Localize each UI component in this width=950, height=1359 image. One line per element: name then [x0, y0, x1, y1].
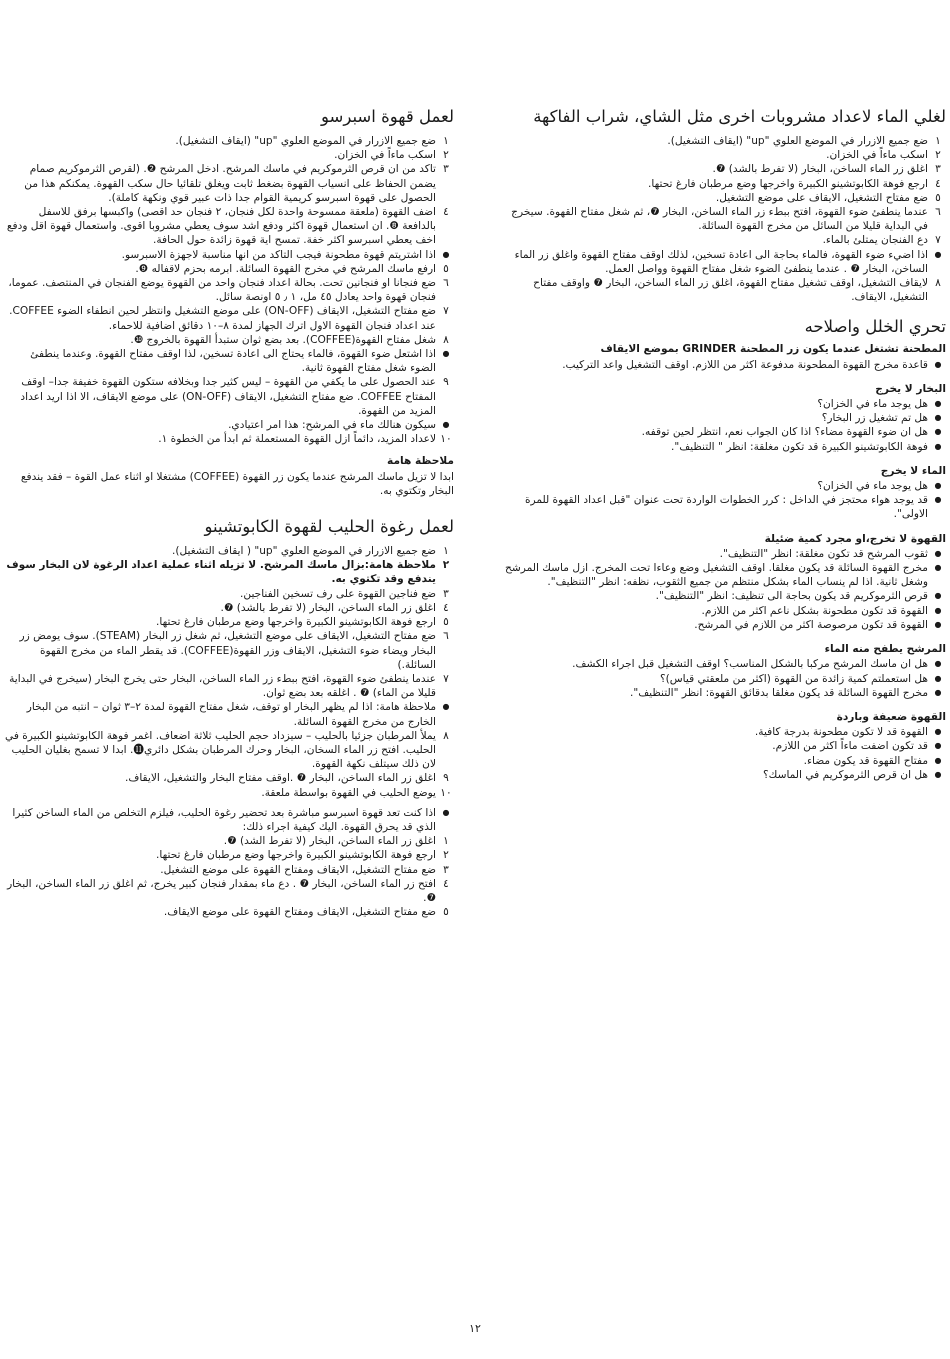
list-item-text: القهوة قد تكون مرصوصة اكثر من اللازم في المرشح. — [694, 618, 928, 631]
list-item — [2, 375, 454, 418]
list-item-text: عند الحصول على ما يكفي من القهوة – ليس كثير جدا وبخلافه ستكون القهوة خفيفة جدا– اوقف المفتاح COFFEE. ضع مفتاح التشغيل، الايقاف (ON-OFF) على موضع الايقاف، الا اذا اريد اعداد المزيد من القهوة. — [20, 376, 436, 417]
bullet-marker: ● — [934, 495, 942, 505]
list-item-text: عندما ينطفئ ضوء القهوة، افتح ببطء زر الماء الساخن، البخار ❼، ثم شغل مفتاح القهوة. سيخرج في البداية قليلا من السائل من مخرج القهوة السائلة. — [511, 206, 928, 233]
list-item — [500, 162, 946, 176]
bullet-marker: ● — [934, 755, 942, 765]
page-number: ١٢ — [469, 1322, 481, 1335]
bullet-marker: ● — [934, 659, 942, 669]
list-marker: ١ — [443, 835, 449, 848]
list-item-text: تاكد من ان قرص الثرموكريم في ماسك المرشح. ادخل المرشح ❷. (لقرص الثرموكريم صمام يضمن الحفاظ على انسياب القهوة بضغط ثابت ويغلق تلقائيا حال سكب القهوة. يمكنكم هذا من الحصول على قهوة اسبرسو كريمية القوام جدا ذات عبير قوي ونكهة كاملة). — [24, 163, 436, 204]
troubleshooting-items — [500, 358, 946, 372]
list-item-text: اضف القهوة (ملعقة ممسوحة واحدة لكل فنجان، ٢ فنجان حد اقصى) واكبسها برفق للاسفل بالدافعة ❽. ان استعمال قهوة اكثر ودفع اشد سوف يعطي مشروبا اقوى. واستعمال قهوة اقل ودفع اخف يعطي اسبرسو اكثر خفة. تمسح اية قهوة زائدة حول الحافة. — [6, 206, 436, 247]
list-item-text: عندما ينطفئ ضوء القهوة، افتح ببطء زر الماء الساخن، البخار حتى يخرج البخار (سيخرج في البداية قليلا من الماء) ❼ . اغلقه بعد بضع ثوان. — [9, 672, 436, 700]
list-item — [2, 629, 454, 672]
bullet-marker: ● — [934, 591, 942, 601]
list-item-text: شغل مفتاح القهوة(COFFEE). بعد بضع ثوان ستبدأ القهوة بالخروج ❿. — [130, 333, 436, 346]
troubleshooting-heading: المرشح يطفح منه الماء — [824, 643, 946, 656]
list-item — [2, 863, 454, 877]
list-marker: ٣ — [443, 163, 449, 176]
list-item — [2, 162, 454, 205]
list-item-text: قاعدة مخرج القهوة المطحونة مدفوعة اكثر من اللازم. اوقف التشغيل واعد التركيب. — [562, 358, 928, 371]
list-marker: ٤ — [443, 206, 449, 219]
list-item — [2, 333, 454, 347]
list-item-text: اذا اشتريتم قهوة مطحونة فيجب التاكد من انها مناسبة لاجهزة الاسبرسو. — [121, 248, 436, 261]
list-marker: ● — [442, 702, 450, 712]
troubleshooting-items — [500, 725, 946, 782]
right-column — [500, 106, 946, 794]
cappuccino-bullet-text: اذا كنت تعد قهوة اسبرسو مباشرة بعد تحضير رغوة الحليب، فيلزم التخلص من الماء الساخن كثيرا الذي قد يحرق القهوة. اليك كيفية اجراء ذلك: — [12, 806, 436, 833]
troubleshooting-heading: المطحنة تشتغل عندما يكون زر المطحنة GRINDER بموضع الايقاف — [600, 343, 946, 356]
list-item-text: هل يوجد ماء في الخزان؟ — [817, 398, 928, 411]
list-item-text: هل استعملتم كمية زائدة من القهوة (اكثر من ملعقتي قياس)؟ — [659, 672, 928, 685]
list-item-text: يوضع الحليب في القهوة بواسطة ملعقة. — [261, 786, 436, 799]
bullet-marker: ● — [934, 427, 942, 437]
list-item — [500, 148, 946, 162]
list-marker: ٧ — [443, 672, 449, 685]
list-item — [2, 148, 454, 162]
list-item — [2, 418, 454, 432]
list-marker: ● — [442, 420, 450, 430]
list-item — [500, 440, 946, 454]
list-item — [500, 425, 946, 439]
bullet-marker: ● — [934, 441, 942, 451]
list-item — [2, 432, 454, 446]
list-item-text: ارجع فوهة الكابوتشينو الكبيرة واخرجها وضع مرطبان فارغ تحتها. — [648, 177, 928, 190]
bullet-marker: ● — [934, 359, 942, 369]
list-marker: ٨ — [443, 729, 449, 742]
cappuccino-bullet-list — [2, 806, 454, 834]
troubleshooting-heading: القهوة ضعيفة وباردة — [836, 710, 946, 723]
list-item — [2, 304, 454, 332]
list-item — [500, 177, 946, 191]
list-item-text: ضع مفتاح التشغيل، الايقاف على موضع التشغيل. — [715, 191, 928, 204]
cappuccino-bullet — [2, 806, 454, 834]
troubleshooting-section — [500, 316, 946, 781]
list-marker: ١ — [443, 135, 449, 147]
troubleshooting-heading: البخار لا يخرج — [875, 382, 946, 395]
list-item — [500, 358, 946, 372]
espresso-section — [2, 106, 454, 498]
list-marker: ١٠ — [440, 786, 452, 799]
list-item — [500, 686, 946, 700]
list-item — [2, 601, 454, 615]
list-item — [2, 248, 454, 262]
list-item-text: ضع مفتاح التشغيل، الايقاف ومفتاح القهوة على موضع الايقاف. — [163, 906, 436, 919]
list-item — [500, 547, 946, 561]
list-marker: ٢ — [935, 149, 941, 162]
list-item — [500, 754, 946, 768]
troubleshooting-group — [500, 464, 946, 522]
list-item-text: ضع مفتاح التشغيل، الايقاف ومفتاح القهوة على موضع التشغيل. — [160, 863, 436, 876]
troubleshooting-heading: القهوة لا تخرج،او مجرد كمية ضئيلة — [764, 532, 946, 545]
bullet-marker: ● — [934, 687, 942, 697]
list-item — [500, 604, 946, 618]
espresso-title: لعمل قهوة اسبرسو — [320, 107, 454, 126]
list-item-text: اذا اضيء ضوء القهوة، فالماء بحاجة الى اعادة تسخين، لذلك اوقف مفتاح القهوة واغلق زر الماء الساخن، البخار ❼ . عندما ينطفئ الضوء شغل مفتاح القهوة وواصل العمل. — [514, 248, 928, 275]
list-item — [500, 397, 946, 411]
list-item — [2, 134, 454, 148]
list-marker: ٨ — [935, 277, 941, 290]
list-item-text: قد تكون اضفت ماءاً اكثر من اللازم. — [772, 740, 928, 753]
troubleshooting-group — [500, 342, 946, 371]
list-item-text: ثقوب المرشح قد تكون مغلقة: انظر "التنظيف". — [719, 547, 928, 560]
troubleshooting-items — [500, 657, 946, 700]
bullet-marker: ● — [934, 481, 942, 491]
cappuccino-title: لعمل رغوة الحليب لقهوة الكابوتشينو — [204, 517, 454, 537]
cappuccino-steps — [2, 544, 454, 800]
list-item-text: مخرج القهوة السائلة قد يكون مغلقا بدقائق القهوة: انظر "التنظيف". — [629, 686, 928, 699]
troubleshooting-items — [500, 479, 946, 522]
list-item-text: ملاحظة هامة:بزال ماسك المرشح. لا تزيله اثناء عملية اعداد الرغوة لان البخار سوف يندفع وقد تكتوي به. — [6, 559, 436, 586]
list-item — [500, 493, 946, 521]
list-marker: ٥ — [935, 191, 941, 204]
list-item-text: ضع جميع الازرار في الموضع العلوي "up" ( ايقاف التشغيل). — [171, 545, 436, 558]
cappuccino-sub-steps — [2, 834, 454, 919]
list-marker: ٥ — [443, 262, 449, 275]
list-item — [500, 411, 946, 425]
list-item-text: مفتاح القهوة قد يكون مضاء. — [803, 754, 928, 767]
list-item-text: ملاحظة هامة: اذا لم يظهر البخار او توقف، شغل مفتاح القهوة لمدة ٢–٣ ثوان – انتبه من البخار الخارج من مخرج القهوة السائلة. — [26, 701, 436, 728]
list-item — [500, 233, 946, 247]
list-marker: ١ — [935, 135, 941, 147]
list-item — [500, 134, 946, 148]
list-item — [2, 672, 454, 700]
list-item — [2, 700, 454, 728]
troubleshooting-title: تحري الخلل واصلاحه — [804, 317, 946, 337]
list-item — [500, 725, 946, 739]
list-item — [2, 587, 454, 601]
list-item — [2, 834, 454, 848]
bullet-marker: ● — [934, 413, 942, 423]
bullet-marker: ● — [934, 605, 942, 615]
bullet-marker: ● — [934, 619, 942, 629]
bullet-marker: ● — [934, 399, 942, 409]
bullet-marker: ● — [934, 548, 942, 558]
list-item — [500, 479, 946, 493]
list-item — [2, 771, 454, 785]
list-item-text: هل ان قرص الثرموكريم في الماسك؟ — [763, 768, 928, 781]
list-item — [2, 544, 454, 558]
list-item-text: قد يوجد هواء محتجز في الداخل : كرر الخطوات الواردة تحت عنوان "قبل اعداد القهوة للمرة الاولى". — [524, 494, 928, 521]
list-item — [2, 262, 454, 276]
list-item — [2, 205, 454, 248]
list-marker: ٦ — [935, 206, 941, 219]
list-item — [2, 729, 454, 772]
list-item-text: هل تم تشغيل زر البخار؟ — [821, 412, 928, 425]
list-marker: ٥ — [443, 616, 449, 629]
boiling-water-section — [500, 106, 946, 304]
list-item-text: ارجع فوهة الكابوتشينو الكبيرة واخرجها وضع مرطبان فارغ تحتها. — [156, 616, 436, 629]
left-column — [2, 106, 454, 931]
list-marker: ٩ — [443, 376, 449, 389]
bullet-marker: ● — [442, 807, 450, 817]
list-item — [500, 589, 946, 603]
boiling-water-steps — [500, 134, 946, 304]
list-item-text: اذا اشتعل ضوء القهوة، فالماء يحتاج الى اعادة تسخين، لذا اوقف مفتاح القهوة. وعندما ينطفئ الضوء شغل مفتاح القهوة ثانية. — [30, 348, 436, 375]
list-item — [500, 618, 946, 632]
list-item-text: لايقاف التشغيل، اوقف تشغيل مفتاح القهوة، اغلق زر الماء الساخن، البخار ❼ واوقف مفتاح التشغيل، الايقاف. — [533, 277, 928, 304]
list-item-text: اسكب ماءاً في الخزان. — [334, 149, 436, 162]
list-item — [2, 276, 454, 304]
list-item-text: القهوة قد تكون مطحونة بشكل ناعم اكثر من اللازم. — [701, 604, 928, 617]
list-marker: ٣ — [935, 163, 941, 176]
list-marker: ٢ — [443, 149, 449, 162]
list-item-text: هل ان ماسك المرشح مركبا بالشكل المناسب؟ اوقف التشغيل قبل اجراء الكشف. — [572, 658, 928, 671]
list-item-text: هل يوجد ماء في الخزان؟ — [817, 480, 928, 493]
list-item — [500, 739, 946, 753]
list-marker: ٢ — [443, 849, 449, 862]
troubleshooting-group — [500, 382, 946, 454]
bullet-marker: ● — [934, 673, 942, 683]
list-marker: ٢ — [442, 559, 450, 572]
list-marker: ٧ — [443, 305, 449, 318]
bullet-marker: ● — [934, 769, 942, 779]
list-marker: ٣ — [443, 863, 449, 876]
list-item — [2, 786, 454, 800]
troubleshooting-group — [500, 532, 946, 632]
list-item-text: قرص الثرموكريم قد يكون بحاجة الى تنظيف: انظر "التنظيف". — [655, 590, 928, 603]
list-item — [500, 561, 946, 589]
troubleshooting-items — [500, 547, 946, 632]
list-item-text: مخرج القهوة السائلة قد يكون مغلقا. اوقف التشغيل وضع وعاءا تحت المخرج. ازل ماسك المرشح وشغل ثانية. اذا لم ينساب الماء بشكل منتظم من جميع الثقوب، نظفه: انظر "التنظيف". — [505, 562, 928, 589]
troubleshooting-group — [500, 642, 946, 700]
list-item-text: ضع جميع الازرار في الموضع العلوي "up" (ايقاف التشغيل). — [175, 135, 436, 147]
list-marker: ٥ — [443, 906, 449, 919]
list-marker: ٤ — [935, 177, 941, 190]
list-item — [500, 248, 946, 276]
list-item-text: ضع جميع الازرار في الموضع العلوي "up" (ايقاف التشغيل). — [667, 135, 928, 147]
list-item-text: سيكون هنالك ماء في المرشح: هذا امر اعتيادي. — [228, 419, 436, 432]
troubleshooting-heading: الماء لا يخرج — [880, 464, 946, 477]
troubleshooting-items — [500, 397, 946, 454]
list-item-text: ضع فنجانا او فنجانين تحت. بحالة اعداد فنجان واحد من القهوة يوضع الفنجان في المنتصف. عموما، فنجان قهوة واحد يعادل ٤٥ مل، ١ ٫ ٥ اونصة سائل. — [8, 277, 436, 304]
list-item-text: دع الفنجان يمتلئ بالماء. — [822, 234, 928, 247]
list-marker: ١٠ — [440, 433, 452, 446]
bullet-marker: ● — [934, 727, 942, 737]
list-item — [500, 672, 946, 686]
list-marker: ٦ — [443, 277, 449, 290]
list-marker: ● — [934, 249, 942, 259]
bullet-marker: ● — [934, 741, 942, 751]
list-item — [2, 848, 454, 862]
list-marker: ● — [442, 349, 450, 359]
boiling-water-title: لغلي الماء لاعداد مشروبات اخرى مثل الشاي، شراب الفاكهة — [533, 107, 946, 126]
list-marker: ٤ — [443, 601, 449, 614]
list-item — [2, 905, 454, 919]
list-item-text: اغلق زر الماء الساخن، البخار (لا تفرط بالشد) ❼. — [712, 163, 928, 176]
list-item-text: ضع مفتاح التشغيل، الايقاف (ON-OFF) على موضع التشغيل وانتظر لحين انطفاء الضوء COFFEE. عند اعداد فنجان القهوة الاول اترك الجهاز لمدة ٨–١٠ دقائق اضافية للاحماء. — [9, 305, 436, 332]
list-item — [500, 191, 946, 205]
list-item-text: فوهة الكابوتشينو الكبيرة قد تكون مغلقة: انظر " التنظيف". — [670, 440, 928, 453]
list-marker: ٩ — [443, 772, 449, 785]
cappuccino-section — [2, 516, 454, 919]
list-item — [2, 558, 454, 586]
list-item — [2, 615, 454, 629]
list-item-text: اغلق زر الماء الساخن، البخار (لا تفرط الشد) ❼. — [223, 835, 436, 848]
list-item-text: هل ان ضوء القهوة مضاء؟ اذا كان الجواب نعم، انتظر لحين توقفه. — [641, 426, 928, 439]
list-item-text: ارجع فوهة الكابوتشينو الكبيرة واخرجها وضع مرطبان فارغ تحتها. — [156, 849, 436, 862]
list-item — [2, 877, 454, 905]
list-item-text: اغلق زر الماء الساخن، البخار (لا تفرط بالشد) ❼. — [220, 601, 436, 614]
list-marker: ٧ — [935, 234, 941, 247]
list-item-text: القهوة قد لا تكون مطحونة بدرجة كافية. — [754, 726, 928, 739]
list-item-text: ضع فناجين القهوة على رف تسخين الفناجين. — [240, 587, 436, 600]
list-marker: ١ — [443, 545, 449, 558]
troubleshooting-groups — [500, 342, 946, 781]
espresso-steps — [2, 134, 454, 446]
list-item-text: يملأ المرطبان جزئيا بالحليب – سيزداد حجم الحليب ثلاثة اضعاف. اغمر فوهة الكابوتشينو الكبيرة في الحليب. افتح زر الماء السخان، البخار وحرك المرطبان بشكل دائري⓫. ابدا لا تسمح بغليان الحليب لان ذلك سيتلف نكهة القهوة. — [5, 729, 436, 771]
list-marker: ٦ — [443, 630, 449, 643]
list-marker: ٨ — [443, 333, 449, 346]
list-item-text: ضع مفتاح التشغيل، الايقاف على موضع التشغيل، ثم شغل زر البخار (STEAM). سوف يومض زر البخار ويضاء ضوء التشغيل، الايقاف وزر القهوة(COFFEE). قد يقطر الماء من مخرج القهوة السائلة.) — [19, 630, 436, 671]
list-item — [2, 347, 454, 375]
list-marker: ● — [442, 249, 450, 259]
list-item — [500, 768, 946, 782]
bullet-marker: ● — [934, 563, 942, 573]
list-item-text: اغلق زر الماء الساخن، البخار ❼ .اوقف مفتاح البخار والتشغيل، الايقاف. — [124, 772, 436, 785]
troubleshooting-group — [500, 710, 946, 782]
list-item-text: اسكب ماءاً في الخزان. — [826, 149, 928, 162]
list-item-text: ارفع ماسك المرشح في مخرج القهوة السائلة. ابرمه بحزم لاقفاله ❾. — [135, 262, 436, 275]
list-item — [500, 657, 946, 671]
list-marker: ٤ — [443, 877, 449, 890]
list-item-text: افتح زر الماء الساخن، البخار ❼ . دع ماء بمقدار فنجان كبير يخرج، ثم اغلق زر الماء الساخن، البخار ❼. — [7, 877, 436, 904]
list-item — [500, 205, 946, 233]
list-item-text: لاعداد المزيد، دائماً ازل القهوة المستعملة ثم ابدأ من الخطوة ١. — [158, 433, 436, 446]
list-marker: ٣ — [443, 587, 449, 600]
espresso-note-heading: ملاحظة هامة — [387, 455, 454, 468]
list-item — [500, 276, 946, 304]
espresso-note-text: ابدا لا تزيل ماسك المرشح عندما يكون زر القهوة (COFFEE) مشتغلا او اثناء عمل القوة – فقد يندفع البخار وتكتوي به. — [20, 470, 454, 497]
